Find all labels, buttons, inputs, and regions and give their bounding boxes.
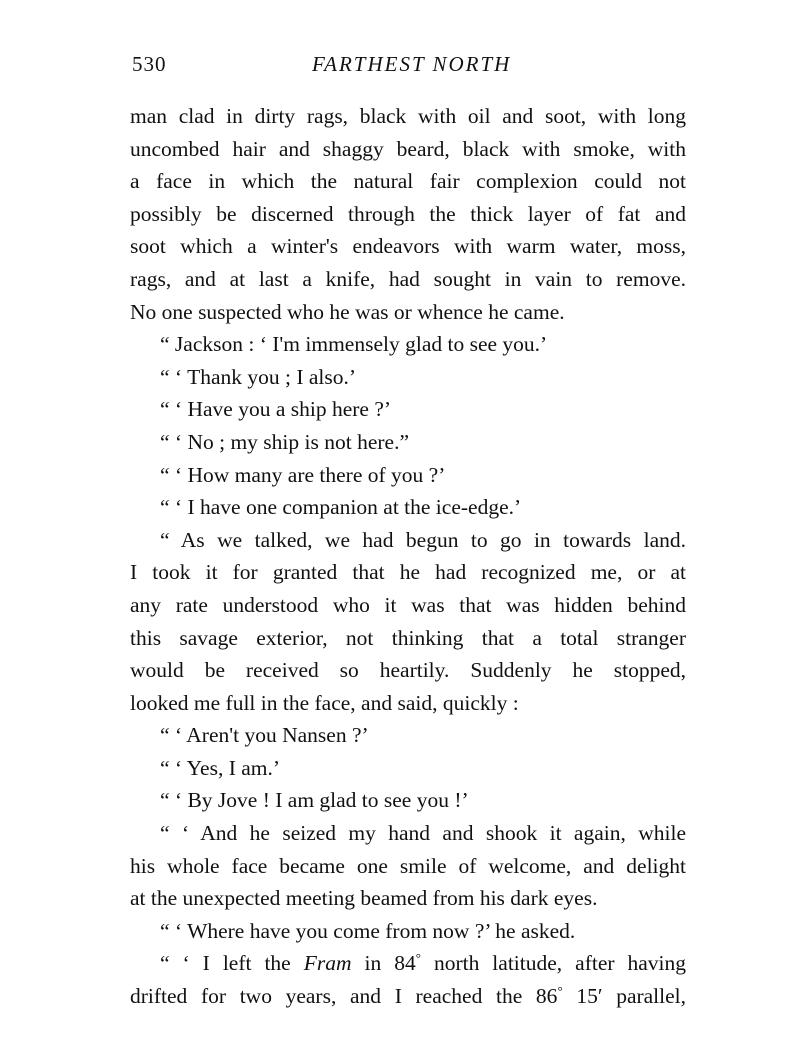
dialogue-line: “ ‘ Yes, I am.’ xyxy=(160,755,281,780)
dialogue-line: “ ‘ How many are there of you ?’ xyxy=(160,462,446,487)
text-line: “ As we talked, we had begun to go in towards land. xyxy=(160,527,686,552)
text-segment: parallel, xyxy=(616,984,687,1009)
body-text xyxy=(130,100,686,1013)
text-segment: in 84 xyxy=(364,951,416,976)
text-line xyxy=(130,980,686,1013)
degree-mark: ° xyxy=(415,950,421,966)
dialogue-line: “ Jackson : ‘ I'm immensely glad to see you.’ xyxy=(160,332,548,357)
page-header xyxy=(132,52,684,82)
dialogue-line: “ ‘ Aren't you Nansen ?’ xyxy=(160,723,369,748)
text-line: looked me full in the face, and said, quickly : xyxy=(130,690,519,715)
text-line: I took it for granted that he had recognized me, or at xyxy=(130,560,686,585)
minute-mark: ′ xyxy=(597,984,603,1009)
text-segment: drifted for two years, and I reached the 86 xyxy=(130,984,558,1009)
text-line: “ ‘ And he seized my hand and shook it again, while xyxy=(160,821,686,846)
text-line: any rate understood who it was that was hidden behind xyxy=(130,592,686,617)
text-line: soot which a winter's endeavors with warm water, moss, xyxy=(130,234,686,259)
text-line: uncombed hair and shaggy beard, black with smoke, with xyxy=(130,136,686,161)
dialogue-line: “ ‘ By Jove ! I am glad to see you !’ xyxy=(160,788,469,813)
text-line xyxy=(130,947,686,980)
text-line: man clad in dirty rags, black with oil and soot, with long xyxy=(130,104,686,128)
running-title: FARTHEST NORTH xyxy=(312,52,512,76)
text-line: rags, and at last a knife, had sought in vain to remove. xyxy=(130,266,686,291)
dialogue-line: “ ‘ Thank you ; I also.’ xyxy=(160,364,357,389)
text-segment: 15 xyxy=(576,984,598,1009)
text-line: this savage exterior, not thinking that a total stranger xyxy=(130,625,686,650)
degree-mark: ° xyxy=(557,983,563,999)
dialogue-line: “ ‘ Where have you come from now ?’ he asked. xyxy=(160,918,576,943)
text-line: possibly be discerned through the thick layer of fat and xyxy=(130,201,686,226)
dialogue-line: “ ‘ No ; my ship is not here.” xyxy=(160,429,409,454)
text-segment: “ ‘ I left the xyxy=(160,951,291,976)
text-line: his whole face became one smile of welcome, and delight xyxy=(130,853,686,878)
text-line: a face in which the natural fair complexion could not xyxy=(130,169,686,194)
text-line: would be received so heartily. Suddenly he stopped, xyxy=(130,658,686,683)
dialogue-line: “ ‘ I have one companion at the ice-edge.’ xyxy=(160,495,522,520)
text-segment: north latitude, after having xyxy=(433,951,687,976)
text-line: No one suspected who he was or whence he came. xyxy=(130,299,565,324)
page-number: 530 xyxy=(132,52,167,76)
ship-name: Fram xyxy=(303,951,352,976)
text-line: at the unexpected meeting beamed from his dark eyes. xyxy=(130,886,598,911)
dialogue-line: “ ‘ Have you a ship here ?’ xyxy=(160,397,392,422)
